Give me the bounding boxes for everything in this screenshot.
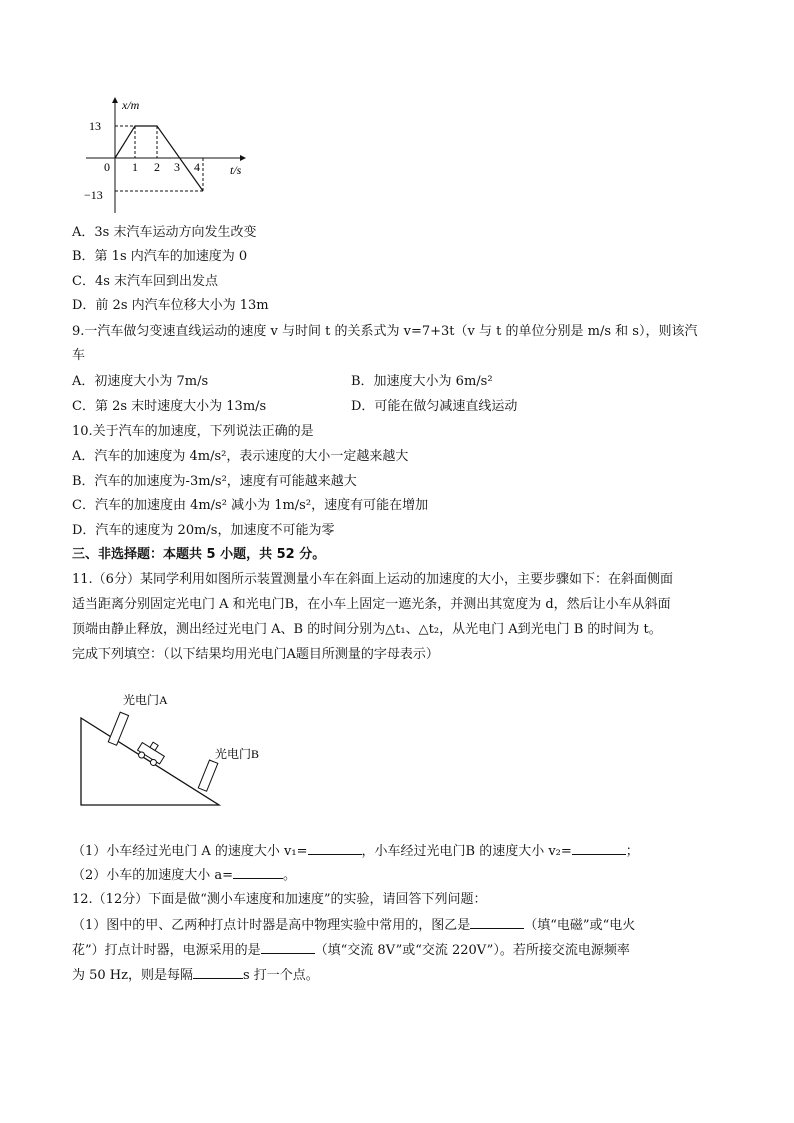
q11-line-3: 顶端由静止释放，测出经过光电门 A、B 的时间分别为△t₁、△t₂，从光电门 A到光电门 B 的时间为 t。 <box>72 622 662 637</box>
q12-line3-text1: 花”）打点计时器，电源采用的是 <box>72 943 261 958</box>
x-tick-1: 1 <box>132 160 138 174</box>
q12-line4-text2: s 打一个点。 <box>243 968 319 983</box>
q9-stem-1: 9.一汽车做匀变速直线运动的速度 v 与时间 t 的关系式为 v=7+3t（v 与 t 的单位分别是 m/s 和 s），则该汽 <box>72 324 698 339</box>
gate-a-label: 光电门A <box>123 693 168 707</box>
y-tick-neg13: −13 <box>84 188 103 202</box>
q12-line3-text2: （填“交流 8V”或“交流 220V”）。若所接交流电源频率 <box>314 943 630 958</box>
gate-b <box>198 760 218 791</box>
x-axis-label: t/s <box>230 163 242 177</box>
q9-option-d: D．可能在做匀减速直线运动 <box>351 399 518 414</box>
q12-line2-text2: （填“电磁”或“电火 <box>524 918 636 933</box>
x-tick-0: 0 <box>104 160 110 174</box>
power-blank[interactable] <box>261 941 315 954</box>
q12-line-2 <box>72 916 635 935</box>
q11-line-4: 完成下列填空：（以下结果均用光电门A题目所测量的字母表示） <box>72 647 439 662</box>
q11-sub1-text3: ； <box>625 844 639 859</box>
a-blank[interactable] <box>233 866 283 879</box>
y-axis-label: x/m <box>122 98 140 112</box>
q12-line4-text1: 为 50 Hz，则是每隔 <box>72 968 193 983</box>
q10-option-d: D．汽车的速度为 20m/s，加速度不可能为零 <box>72 523 335 538</box>
x-tick-3: 3 <box>174 160 180 174</box>
x-axis-arrow <box>240 155 246 161</box>
interval-blank[interactable] <box>193 966 243 979</box>
q11-sub1-text1: （1）小车经过光电门 A 的速度大小 v₁= <box>72 844 308 859</box>
q11-line-2: 适当距离分别固定光电门 A 和光电门B，在小车上固定一遮光条，并测出其宽度为 d，然后让小车从斜面 <box>72 597 671 612</box>
y-axis-arrow <box>112 97 118 103</box>
q10-stem: 10.关于汽车的加速度，下列说法正确的是 <box>72 424 314 439</box>
incline-triangle <box>81 718 219 805</box>
q12-line-1: 12.（12分）下面是做“测小车速度和加速度”的实验，请回答下列问题： <box>72 892 487 907</box>
q8-option-d: D．前 2s 内汽车位移大小为 13m <box>72 298 269 313</box>
q11-line-1: 11.（6分）某同学利用如图所示装置测量小车在斜面上运动的加速度的大小，主要步骤如下：在斜面侧面 <box>72 572 673 587</box>
q10-option-c: C．汽车的加速度由 4m/s² 减小为 1m/s²，速度有可能在增加 <box>72 498 429 513</box>
q11-sub2-text1: （2）小车的加速度大小 a= <box>72 868 234 883</box>
incline-diagram <box>75 688 290 813</box>
gate-b-label: 光电门B <box>215 747 260 761</box>
q11-sub2-text2: 。 <box>283 868 297 883</box>
gate-a <box>108 712 128 745</box>
q10-option-a: A．汽车的加速度为 4m/s²，表示速度的大小一定越来越大 <box>72 449 409 464</box>
q9-option-b: B．加速度大小为 6m/s² <box>351 374 493 389</box>
q8-option-b: B．第 1s 内汽车的加速度为 0 <box>72 249 248 264</box>
q11-sub1 <box>72 842 639 861</box>
v1-blank[interactable] <box>308 842 362 855</box>
cart <box>135 737 168 768</box>
q10-option-b: B．汽车的加速度为-3m/s²，速度有可能越来越大 <box>72 474 357 489</box>
section3-title: 三、非选择题：本题共 5 小题，共 52 分。 <box>72 547 326 562</box>
y-tick-13: 13 <box>89 119 101 133</box>
xt-graph <box>80 95 260 220</box>
v2-blank[interactable] <box>572 842 626 855</box>
q12-line2-text1: （1）图中的甲、乙两种打点计时器是高中物理实验中常用的，图乙是 <box>72 918 471 933</box>
timer-type-blank[interactable] <box>470 916 524 929</box>
q9-option-c: C．第 2s 末时速度大小为 13m/s <box>72 399 267 414</box>
x-tick-2: 2 <box>154 160 160 174</box>
q8-option-c: C．4s 末汽车回到出发点 <box>72 274 219 289</box>
q11-sub2 <box>72 866 296 885</box>
q12-line-4 <box>72 966 319 985</box>
x-tick-4: 4 <box>194 160 200 174</box>
q9-option-a: A．初速度大小为 7m/s <box>72 374 209 389</box>
q8-option-a: A．3s 末汽车运动方向发生改变 <box>72 225 257 240</box>
q11-sub1-text2: ，小车经过光电门B 的速度大小 v₂= <box>361 844 572 859</box>
q12-line-3 <box>72 941 630 960</box>
q9-stem-2: 车 <box>72 348 86 363</box>
